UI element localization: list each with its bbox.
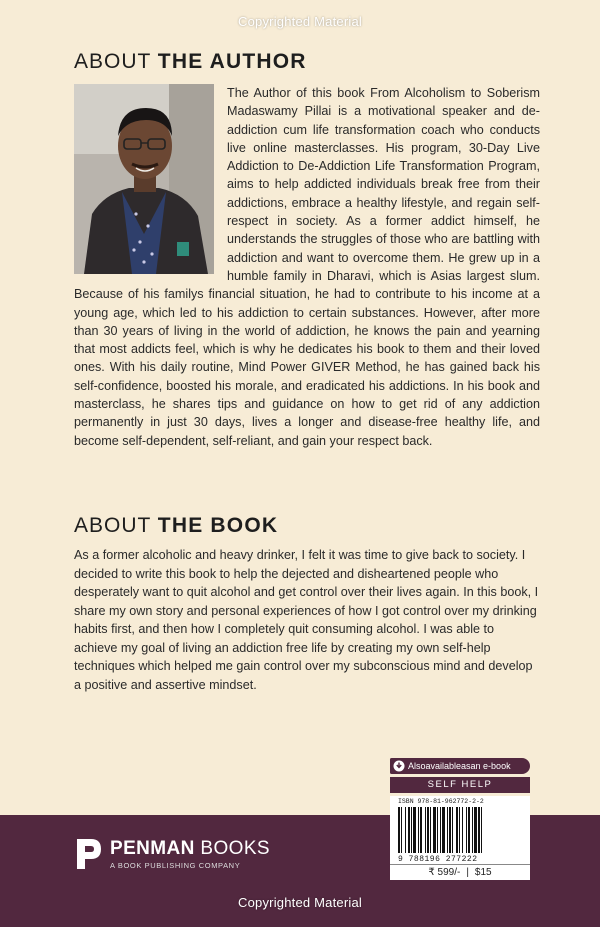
- barcode-bar: [456, 807, 458, 853]
- barcode-bar: [478, 807, 480, 853]
- barcode-bar: [474, 807, 477, 853]
- barcode-bar: [472, 807, 473, 853]
- heading-light: ABOUT: [74, 514, 158, 537]
- heading-bold: THE BOOK: [157, 514, 279, 537]
- isbn-barcode: [396, 807, 524, 855]
- ebook-availability-badge: [390, 758, 530, 774]
- genre-label: SELF HELP: [390, 777, 530, 793]
- barcode-bar: [442, 807, 445, 853]
- about-author-section: [74, 84, 540, 450]
- barcode-bar: [437, 807, 438, 853]
- heading-light: ABOUT: [74, 50, 158, 73]
- ebook-badge-text: Alsoavailableasan e-book: [408, 761, 511, 771]
- barcode-bar: [459, 807, 460, 853]
- barcode-bar: [449, 807, 451, 853]
- barcode-bar: [452, 807, 453, 853]
- barcode-bar: [420, 807, 422, 853]
- barcode-bar: [408, 807, 410, 853]
- price-usd: $15: [474, 867, 492, 878]
- barcode-digits: 9 788196 277222: [398, 855, 478, 864]
- barcode-bar: [425, 807, 426, 853]
- barcode-bar: [418, 807, 419, 853]
- about-book-text: As a former alcoholic and heavy drinker, I felt it was time to give back to society. I decided to write this book to help the dejected and disheartened people who desperately want to quit alcohol and get control over their lives again. In this book, I share my own story and personal experiences of how I got control over my drinking habits first, and then how I completely quit consuming alcohol. I was able to achieve my goal of living an addiction free life by creating my own self-help techniques which helped me gain control over my subconscious mind and develop a positive and assertive mindset.: [74, 548, 539, 692]
- barcode-bar: [413, 807, 416, 853]
- barcode-bar: [433, 807, 436, 853]
- heading-bold: THE AUTHOR: [157, 50, 307, 73]
- barcode-bar: [405, 807, 406, 853]
- barcode-bar: [468, 807, 470, 853]
- publisher-logo: [74, 836, 270, 872]
- barcode-bar: [411, 807, 412, 853]
- price-separator: |: [466, 867, 469, 878]
- barcode-bar: [427, 807, 429, 853]
- publisher-name: PENMAN BOOKS: [110, 838, 271, 859]
- about-book-heading: [74, 514, 278, 538]
- copyright-watermark-top: Copyrighted Material: [238, 14, 362, 29]
- barcode-bar: [398, 807, 400, 853]
- isbn-label: ISBN 978-81-962772-2-2: [398, 798, 484, 805]
- about-author-text: The Author of this book From Alcoholism to Soberism Madaswamy Pillai is a motivational speaker and de-addiction cum life transformation coach who conducts live online masterclasses. His program, 30-Day Live Addiction to De-Addiction Life Transformation Program, aims to help addicted individuals break free from their addictions, embrace a healthy lifestyle, and regain self-respect in society. As a former addict himself, he understands the struggles of those who are battling with addiction and want to overcome them. He grew up in a humble family in Dharavi, which is Asias largest slum. Because of his familys financial situation, he had to contribute to his income at a young age, which led to his addiction to certain substances. However, after more than 30 years of living in the world of addiction, he knows the pain and yearning that most addicts feel, which is why he dedicates his book to them and their loved ones. With his daily routine, Mind Power GIVER Method, he has gained back his self-confidence, boosted his morale, and eradicated his addictions. In his book and masterclass, he shares tips and guidance on how to get rid of any addiction permanently in just 30 days, lives a longer and disease-free healthy life, and become self-dependent, self-reliant, and gain your respect back.: [74, 86, 540, 448]
- price-inr: ₹ 599/-: [428, 867, 461, 878]
- download-icon: [393, 760, 405, 772]
- barcode-bar: [462, 807, 463, 853]
- barcode-bar: [466, 807, 467, 853]
- about-author-heading: [74, 50, 307, 74]
- barcode-bar: [430, 807, 431, 853]
- price-panel: [390, 864, 530, 880]
- barcode-bar: [440, 807, 441, 853]
- author-photo: [74, 84, 214, 274]
- penman-logo-icon: [74, 836, 104, 872]
- barcode-bar: [481, 807, 482, 853]
- copyright-watermark-bottom: Copyrighted Material: [238, 895, 362, 910]
- barcode-bar: [401, 807, 402, 853]
- publisher-tagline: A BOOK PUBLISHING COMPANY: [110, 861, 241, 870]
- barcode-bar: [447, 807, 448, 853]
